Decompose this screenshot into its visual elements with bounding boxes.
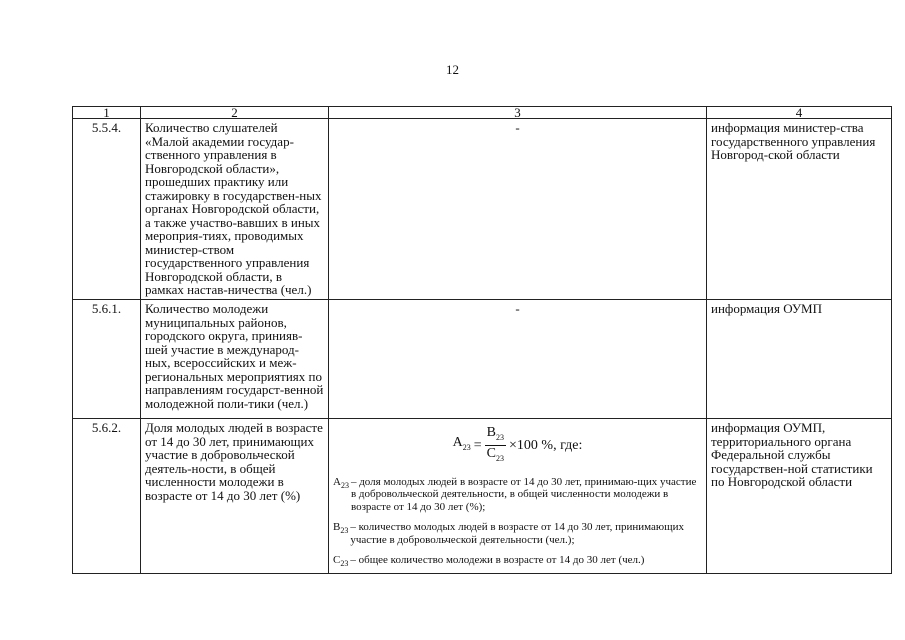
indicator-name: Количество молодежи муниципальных районов, городского округа, принияв-шей участие в международ-ных, всероссийских и меж-региональных мероприятиях по направлениям государст-венной молодежной поли-тики (чел.) <box>141 300 329 419</box>
definition-text: – доля молодых людей в возрасте от 14 до 30 лет, принимаю-щих участие в добровольческой деятельности, в общей численности молодежи в возрасте от 14 до 30 лет (%); <box>350 475 697 513</box>
indicators-table <box>72 106 892 574</box>
fraction-numerator: $B_{23}$ <box>485 425 506 446</box>
table-row <box>73 419 892 574</box>
table-row <box>73 119 892 300</box>
row-number: 5.6.2. <box>73 419 141 574</box>
indicator-name: Количество слушателей «Малой академии государ-ственного управления в Новгородской области», прошедших практику или стажировку в государствен-ных органах Новгородской области, а также участво-вавших в иных мероприя-тиях, проводимых министер-ством государственного управления Новгородской области, в рамках настав-ничества (чел.) <box>141 119 329 300</box>
page-number: 12 <box>446 62 459 77</box>
definition-text: – общее количество молодежи в возрасте от 14 до 30 лет (чел.) <box>350 554 645 567</box>
fraction-denominator: $C_{23}$ <box>486 445 505 463</box>
definition-text: – количество молодых людей в возрасте от 14 до 30 лет, принимающих участие в добровольческой деятельности (чел.); <box>350 521 684 546</box>
definition-symbol: $B_{23}$ <box>333 521 349 536</box>
equals-sign: = <box>473 437 482 453</box>
header-col-3: 3 <box>329 107 707 119</box>
row-number: 5.6.1. <box>73 300 141 419</box>
definition-symbol: $A_{23}$ <box>333 475 349 490</box>
table-header-row <box>73 107 892 119</box>
data-source: информация министер-ства государственного управления Новгород-ской области <box>707 119 892 300</box>
formula-fraction <box>485 425 506 466</box>
data-source: информация ОУМП, территориального органа Федеральной службы государствен-ной статистики по Новгородской области <box>707 419 892 574</box>
header-col-1: 1 <box>73 107 141 119</box>
formula-cell <box>329 419 707 574</box>
row-number: 5.5.4. <box>73 119 141 300</box>
formula-tail: ×100 %, где: <box>509 437 583 453</box>
header-col-2: 2 <box>141 107 329 119</box>
table-row <box>73 300 892 419</box>
definition-item <box>333 521 702 546</box>
formula-cell: - <box>329 119 707 300</box>
header-col-4: 4 <box>707 107 892 119</box>
data-source: информация ОУМП <box>707 300 892 419</box>
definition-item <box>333 554 702 571</box>
definition-item <box>333 476 702 514</box>
formula-lhs: $A_{23}$ <box>452 435 471 452</box>
indicator-name: Доля молодых людей в возрасте от 14 до 30 лет, принимающих участие в добровольческой деятель-ности, в общей численности молодежи в возрасте от 14 до 30 лет (%) <box>141 419 329 574</box>
formula-cell: - <box>329 300 707 419</box>
definition-symbol: $C_{23}$ <box>333 554 349 569</box>
formula <box>333 425 702 466</box>
formula-definitions <box>333 476 702 571</box>
